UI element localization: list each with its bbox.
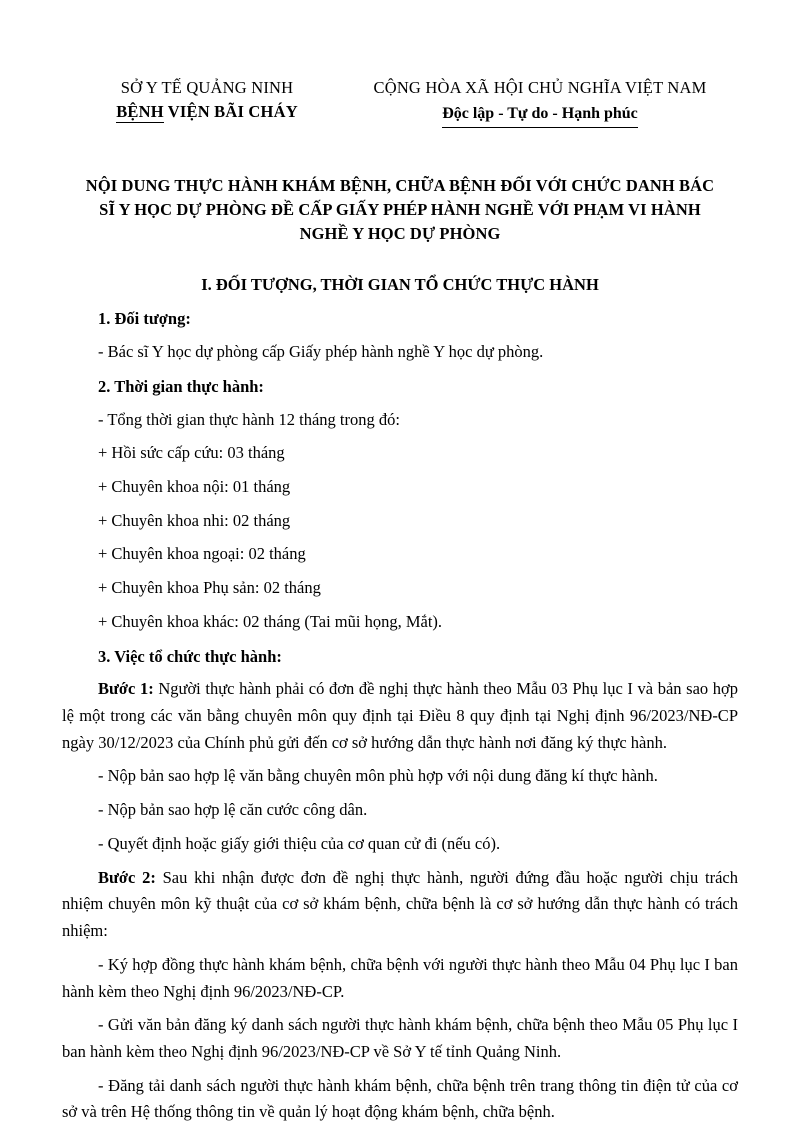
subsection-heading-1: 1. Đối tượng:: [98, 309, 191, 329]
step-2-text: Sau khi nhận được đơn đề nghị thực hành, người đứng đầu hoặc người chịu trách nhiệm chuyên môn kỹ thuật của cơ sở khám bệnh, chữa bệnh là cơ sở hướng dẫn thực hành có trách nhiệm:: [62, 867, 738, 941]
subsection-heading-3: 3. Việc tổ chức thực hành:: [98, 646, 282, 666]
issuing-authority: SỞ Y TẾ QUẢNG NINH: [120, 78, 294, 97]
document-header: [62, 76, 738, 128]
page-title: NỘI DUNG THỰC HÀNH KHÁM BỆNH, CHỮA BỆNH ĐỐI VỚI CHỨC DANH BÁC SĨ Y HỌC DỰ PHÒNG ĐỀ CẤP GIẤY PHÉP HÀNH NGHỀ VỚI PHẠM VI HÀNH NGHỀ Y HỌC DỰ PHÒNG: [85, 175, 715, 243]
hospital-name: [116, 100, 298, 124]
list-item: + Chuyên khoa Phụ sản: 02 tháng: [98, 578, 321, 598]
document-body: [62, 272, 738, 1126]
list-item: + Chuyên khoa nhi: 02 tháng: [98, 510, 291, 530]
subsection-heading-2: 2. Thời gian thực hành:: [98, 376, 264, 396]
list-item: - Gửi văn bản đăng ký danh sách người thực hành khám bệnh, chữa bệnh theo Mẫu 05 Phụ lục I ban hành kèm theo Nghị định 96/2023/NĐ-CP về Sở Y tế tỉnh Quảng Ninh.: [62, 1015, 738, 1061]
step-1-label: Bước 1:: [98, 679, 154, 699]
subsection-1-text: - Bác sĩ Y học dự phòng cấp Giấy phép hành nghề Y học dự phòng.: [98, 342, 544, 362]
list-item: + Hồi sức cấp cứu: 03 tháng: [98, 443, 285, 463]
list-item: - Quyết định hoặc giấy giới thiệu của cơ quan cử đi (nếu có).: [98, 833, 501, 853]
step-2-label: Bước 2:: [98, 867, 156, 887]
step-1-paragraph: [62, 676, 738, 756]
national-motto: Độc lập - Tự do - Hạnh phúc: [442, 102, 638, 128]
list-item: + Chuyên khoa khác: 02 tháng (Tai mũi họng, Mắt).: [98, 611, 443, 631]
list-item: + Chuyên khoa ngoại: 02 tháng: [98, 544, 306, 564]
header-left-block: [62, 76, 342, 124]
hospital-name-part-b: VIỆN BÃI CHÁY: [163, 101, 298, 121]
header-right-block: [342, 76, 738, 128]
hospital-name-part-a: BỆNH: [116, 101, 164, 121]
step-1-text: Người thực hành phải có đơn đề nghị thực hành theo Mẫu 03 Phụ lục I và bản sao hợp lệ một trong các văn bằng chuyên môn quy định tại Điều 8 quy định tại Nghị định 96/2023/NĐ-CP ngày 30/12/2023 của Chính phủ gửi đến cơ sở hướng dẫn thực hành nơi đăng ký thực hành.: [62, 679, 738, 752]
list-item: - Nộp bản sao hợp lệ văn bằng chuyên môn phù hợp với nội dung đăng kí thực hành.: [98, 766, 658, 786]
list-item: - Nộp bản sao hợp lệ căn cước công dân.: [98, 800, 368, 820]
national-title: CỘNG HÒA XÃ HỘI CHỦ NGHĨA VIỆT NAM: [373, 78, 707, 97]
list-item: - Đăng tải danh sách người thực hành khám bệnh, chữa bệnh trên trang thông tin điện tử của cơ sở và trên Hệ thống thông tin về quản lý hoạt động khám bệnh, chữa bệnh.: [62, 1075, 738, 1122]
list-item: - Ký hợp đồng thực hành khám bệnh, chữa bệnh với người thực hành theo Mẫu 04 Phụ lục I ban hành kèm theo Nghị định 96/2023/NĐ-CP.: [62, 954, 738, 1001]
step-2-paragraph: [62, 865, 738, 945]
list-item: + Chuyên khoa nội: 01 tháng: [98, 477, 291, 496]
section-heading-1: I. ĐỐI TƯỢNG, THỜI GIAN TỔ CHỨC THỰC HÀNH: [201, 274, 599, 294]
subsection-2-intro: - Tổng thời gian thực hành 12 tháng trong đó:: [98, 409, 400, 429]
